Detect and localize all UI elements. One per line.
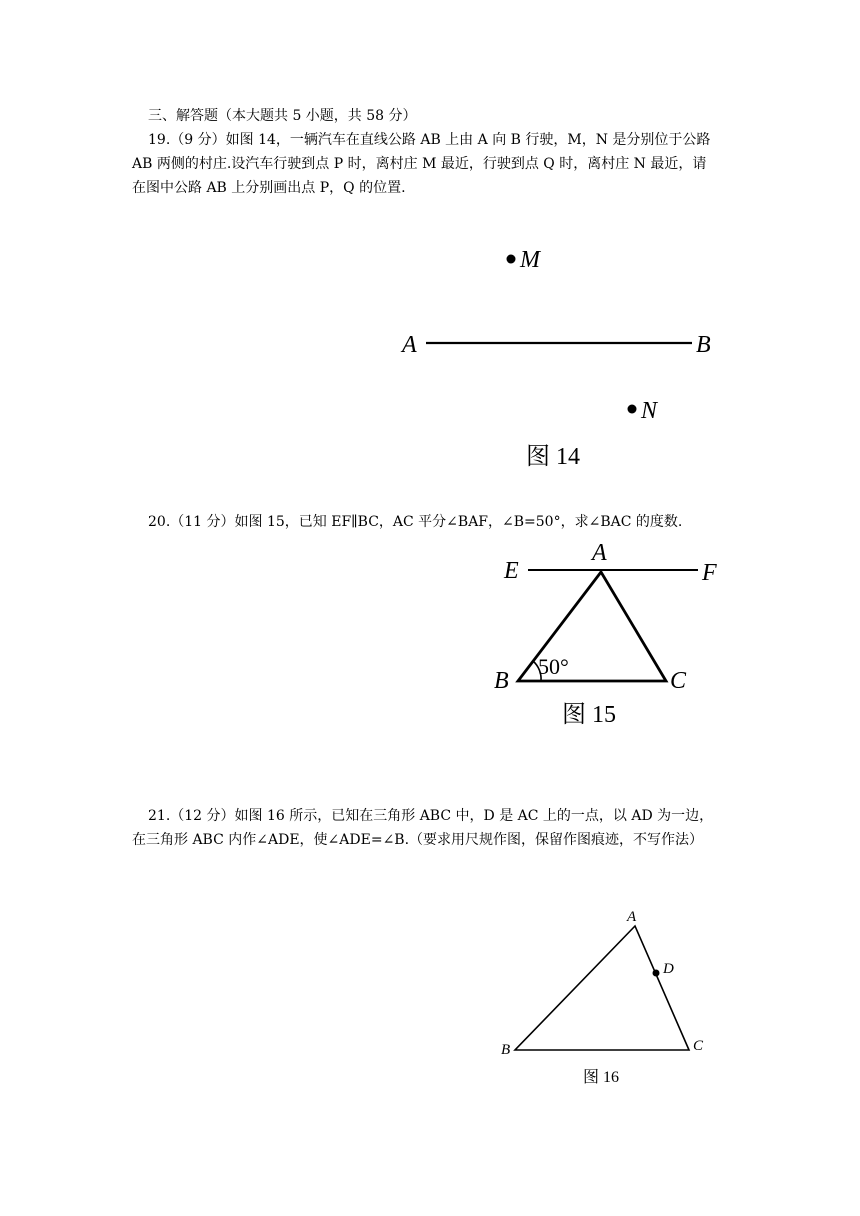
figure-15 (490, 540, 740, 730)
q19-line-2: AB 两侧的村庄.设汽车行驶到点 P 时，离村庄 M 最近，行驶到点 Q 时，离村庄 N 最近，请 (132, 156, 707, 172)
caption-figure-16: 图 16 (583, 1069, 620, 1086)
label-n: N (641, 398, 658, 424)
label-e: E (504, 558, 519, 584)
point-m (507, 255, 516, 264)
q20-line-1: 20.（11 分）如图 15，已知 EF∥BC，AC 平分∠BAF，∠B=50°，求∠BAC 的度数. (148, 514, 683, 530)
caption-figure-15: 图 15 (562, 702, 616, 728)
label-c: C (670, 668, 687, 694)
q19-line-3: 在图中公路 AB 上分别画出点 P，Q 的位置. (132, 180, 406, 196)
label-b: B (696, 332, 711, 358)
caption-figure-14: 图 14 (526, 444, 580, 470)
label-a: A (402, 332, 417, 358)
label-c: C (693, 1038, 704, 1054)
q21-line-2: 在三角形 ABC 内作∠ADE，使∠ADE=∠B.（要求用尺规作图，保留作图痕迹，不写作法） (132, 832, 704, 848)
section-header: 三、解答题（本大题共 5 小题，共 58 分） (148, 108, 417, 124)
point-n (628, 405, 637, 414)
angle-b-label: 50° (538, 654, 569, 679)
label-d: D (663, 961, 674, 977)
label-b: B (501, 1042, 511, 1058)
point-d (653, 970, 660, 977)
figure-16 (495, 900, 725, 1090)
label-m: M (520, 247, 540, 273)
q21-line-1: 21.（12 分）如图 16 所示，已知在三角形 ABC 中，D 是 AC 上的一点，以 AD 为一边， (148, 808, 714, 824)
figure-14 (390, 236, 730, 476)
triangle-abc (515, 926, 689, 1050)
label-a: A (627, 909, 637, 925)
q19-line-1: 19.（9 分）如图 14，一辆汽车在直线公路 AB 上由 A 向 B 行驶，M，N 是分别位于公路 (148, 132, 711, 148)
label-b: B (494, 668, 509, 694)
label-f: F (702, 560, 717, 586)
label-a: A (592, 540, 607, 566)
